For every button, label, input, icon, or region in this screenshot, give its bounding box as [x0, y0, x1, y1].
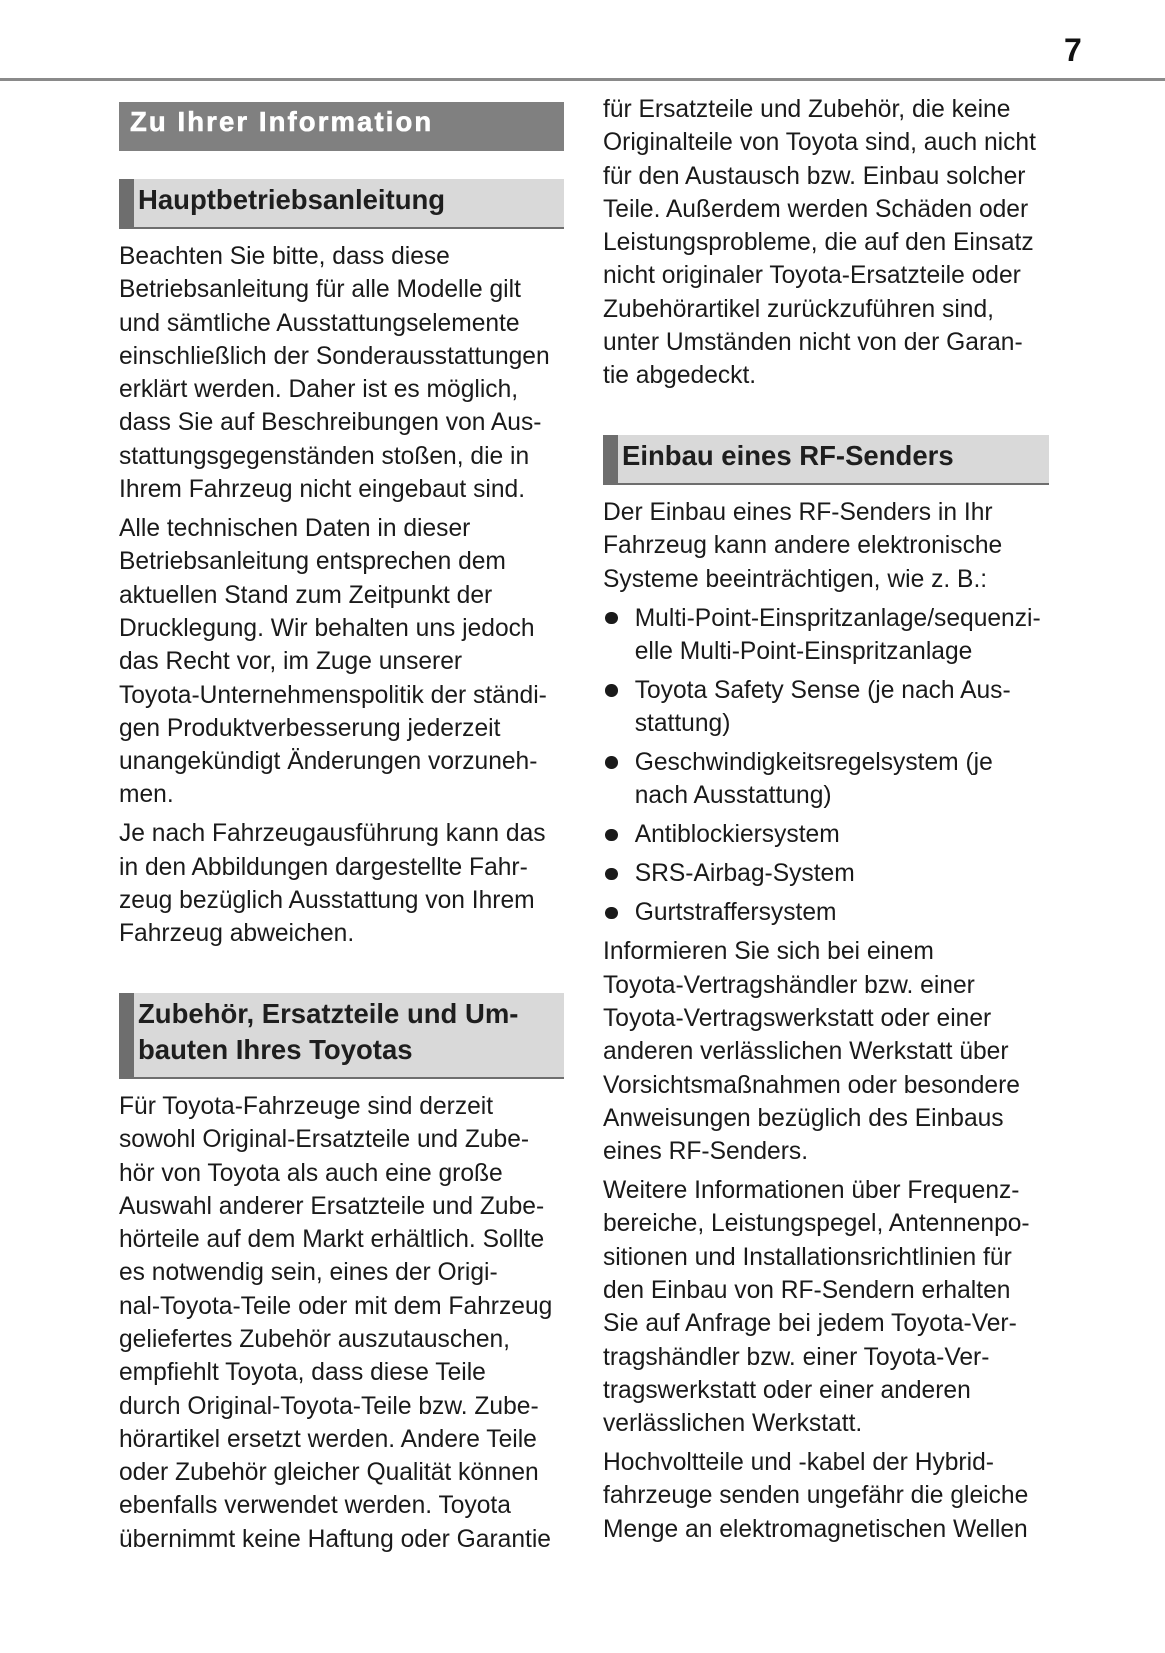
text-line: Leistungsprobleme, die auf den Einsatz	[603, 229, 1034, 257]
text-line: Multi-Point-Einspritzanlage/sequenzi-	[634, 604, 1041, 632]
text-line: Geschwindigkeitsregelsystem (je	[634, 749, 993, 777]
text-line: aktuellen Stand zum Zeitpunkt der	[119, 581, 493, 609]
text-line: geliefertes Zubehör auszutauschen,	[119, 1325, 511, 1353]
text-line: Hochvoltteile und -kabel der Hybrid-	[603, 1449, 994, 1477]
text-line: anderen verlässlichen Werkstatt über	[603, 1038, 1009, 1066]
page-number: 7	[1064, 32, 1082, 68]
bullet-item	[603, 818, 1049, 851]
text-line: Betriebsanleitung für alle Modelle gilt	[119, 276, 521, 304]
text-line: Der Einbau eines RF-Senders in Ihr	[603, 498, 993, 526]
text-line: men.	[119, 781, 174, 809]
paragraph	[603, 935, 1049, 1168]
text-line: stattungsgegenständen stoßen, die in	[119, 442, 530, 470]
paragraph	[119, 240, 564, 506]
bullet-item	[603, 746, 1049, 813]
bullet-dot-icon	[605, 756, 618, 769]
text-line: Systeme beeinträchtigen, wie z. B.:	[603, 565, 988, 593]
text-line: Weitere Informationen über Frequenz-	[603, 1177, 1020, 1205]
text-line: übernimmt keine Haftung oder Garantie	[119, 1525, 551, 1553]
text-line: elle Multi-Point-Einspritzanlage	[634, 637, 973, 665]
paragraph	[603, 1446, 1049, 1546]
content-section	[603, 435, 1049, 1546]
text-line: in den Abbildungen dargestellte Fahr-	[119, 853, 528, 881]
text-line: tragshändler bzw. einer Toyota-Ver-	[603, 1343, 990, 1371]
text-line: sitionen und Installationsrichtlinien für	[603, 1243, 1012, 1271]
section-heading-line: Hauptbetriebsanleitung	[138, 184, 446, 215]
text-line: Zubehörartikel zurückzuführen sind,	[603, 295, 994, 323]
bullet-item	[603, 896, 1049, 929]
bullet-dot-icon	[605, 612, 618, 625]
text-line: gen Produktverbesserung jederzeit	[119, 714, 501, 742]
text-line: stattung)	[634, 710, 731, 738]
paragraph	[603, 93, 1049, 393]
text-line: Gurtstraffersystem	[634, 899, 837, 927]
left-sections	[119, 179, 564, 1556]
text-line: durch Original-Toyota-Teile bzw. Zube-	[119, 1392, 539, 1420]
section-heading	[119, 179, 564, 229]
text-line: Teile. Außerdem werden Schäden oder	[603, 195, 1029, 223]
text-line: es notwendig sein, eines der Origi-	[119, 1259, 498, 1287]
text-line: für den Austausch bzw. Einbau solcher	[603, 162, 1026, 190]
text-line: bereiche, Leistungspegel, Antennenpo-	[603, 1210, 1030, 1238]
text-line: Für Toyota-Fahrzeuge sind derzeit	[119, 1092, 494, 1120]
text-line: Originalteile von Toyota sind, auch nicht	[603, 129, 1036, 157]
text-line: erklärt werden. Daher ist es möglich,	[119, 376, 519, 404]
text-line: hör von Toyota als auch eine große	[119, 1159, 503, 1187]
text-line: dass Sie auf Beschreibungen von Aus-	[119, 409, 542, 437]
text-line: Toyota-Vertragshändler bzw. einer	[603, 971, 975, 999]
text-line: Anweisungen bezüglich des Einbaus	[603, 1104, 1004, 1132]
section-heading	[119, 993, 564, 1079]
paragraph	[603, 496, 1049, 596]
paragraph	[603, 1174, 1049, 1440]
chapter-heading: Zu Ihrer Information	[119, 102, 564, 151]
text-line: tie abgedeckt.	[603, 362, 757, 390]
text-line: unter Umständen nicht von der Garan-	[603, 329, 1023, 357]
text-line: zeug bezüglich Ausstattung von Ihrem	[119, 887, 535, 915]
text-line: empfiehlt Toyota, dass diese Teile	[119, 1359, 486, 1387]
text-line: ebenfalls verwendet werden. Toyota	[119, 1492, 511, 1520]
section-heading-line: Zubehör, Ersatzteile und Um-	[138, 997, 519, 1029]
content-section	[119, 993, 564, 1556]
text-line: Vorsichtsmaßnahmen oder besondere	[603, 1071, 1020, 1099]
text-line: Ihrem Fahrzeug nicht eingebaut sind.	[119, 476, 526, 504]
text-line: Je nach Fahrzeugausführung kann das	[119, 820, 546, 848]
text-line: Alle technischen Daten in dieser	[119, 515, 471, 543]
text-line: sowohl Original-Ersatzteile und Zube-	[119, 1126, 530, 1154]
bullet-dot-icon	[605, 868, 618, 881]
text-line: Antiblockiersystem	[634, 821, 840, 849]
text-line: Beachten Sie bitte, dass diese	[119, 243, 450, 270]
bullet-item	[603, 674, 1049, 741]
text-line: einschließlich der Sonderausstattungen	[119, 342, 550, 370]
text-line: Informieren Sie sich bei einem	[603, 938, 934, 966]
section-heading	[603, 435, 1049, 485]
text-line: für Ersatzteile und Zubehör, die keine	[603, 96, 1011, 123]
section-heading-line: Einbau eines RF-Senders	[622, 439, 954, 471]
paragraph	[119, 1090, 564, 1556]
text-line: hörteile auf dem Markt erhältlich. Sollte	[119, 1226, 545, 1254]
text-line: und sämtliche Ausstattungselemente	[119, 309, 520, 337]
text-line: Toyota-Unternehmenspolitik der ständi-	[119, 681, 547, 709]
text-line: verlässlichen Werkstatt.	[603, 1410, 863, 1438]
text-line: das Recht vor, im Zuge unserer	[119, 648, 463, 676]
header-rule	[0, 78, 1165, 81]
bullet-item	[603, 857, 1049, 890]
text-line: den Einbau von RF-Sendern erhalten	[603, 1277, 1011, 1304]
section-heading-line: bauten Ihres Toyotas	[138, 1033, 413, 1065]
text-line: fahrzeuge senden ungefähr die gleiche	[603, 1482, 1029, 1510]
text-line: tragswerkstatt oder einer anderen	[603, 1376, 971, 1404]
text-line: Toyota Safety Sense (je nach Aus-	[634, 676, 1011, 704]
text-line: Fahrzeug abweichen.	[119, 920, 355, 948]
text-line: oder Zubehör gleicher Qualität können	[119, 1459, 539, 1487]
bullet-dot-icon	[605, 907, 618, 920]
text-line: Toyota-Vertragswerkstatt oder einer	[603, 1004, 992, 1032]
text-line: Menge an elektromagnetischen Wellen	[603, 1515, 1028, 1543]
text-line: nal-Toyota-Teile oder mit dem Fahrzeug	[119, 1292, 553, 1320]
text-line: hörartikel ersetzt werden. Andere Teile	[119, 1425, 537, 1453]
text-line: nicht originaler Toyota-Ersatzteile oder	[603, 262, 1021, 290]
text-line: Auswahl anderer Ersatzteile und Zube-	[119, 1192, 545, 1220]
text-line: SRS-Airbag-System	[634, 860, 855, 888]
bullet-dot-icon	[605, 829, 618, 842]
bullet-item	[603, 602, 1049, 669]
content-section	[119, 179, 564, 951]
text-line: Fahrzeug kann andere elektronische	[603, 532, 1003, 560]
text-line: unangekündigt Änderungen vorzuneh-	[119, 748, 538, 776]
text-line: Betriebsanleitung entsprechen dem	[119, 548, 506, 576]
bullet-dot-icon	[605, 684, 618, 697]
text-line: Drucklegung. Wir behalten uns jedoch	[119, 614, 535, 642]
paragraph	[119, 512, 564, 812]
right-column	[603, 93, 1049, 1546]
text-line: nach Ausstattung)	[634, 782, 832, 810]
left-column	[119, 102, 564, 1556]
text-line: eines RF-Senders.	[603, 1138, 809, 1166]
paragraph	[119, 817, 564, 950]
text-line: Sie auf Anfrage bei jedem Toyota-Ver-	[603, 1310, 1017, 1338]
bullet-list	[603, 602, 1049, 930]
